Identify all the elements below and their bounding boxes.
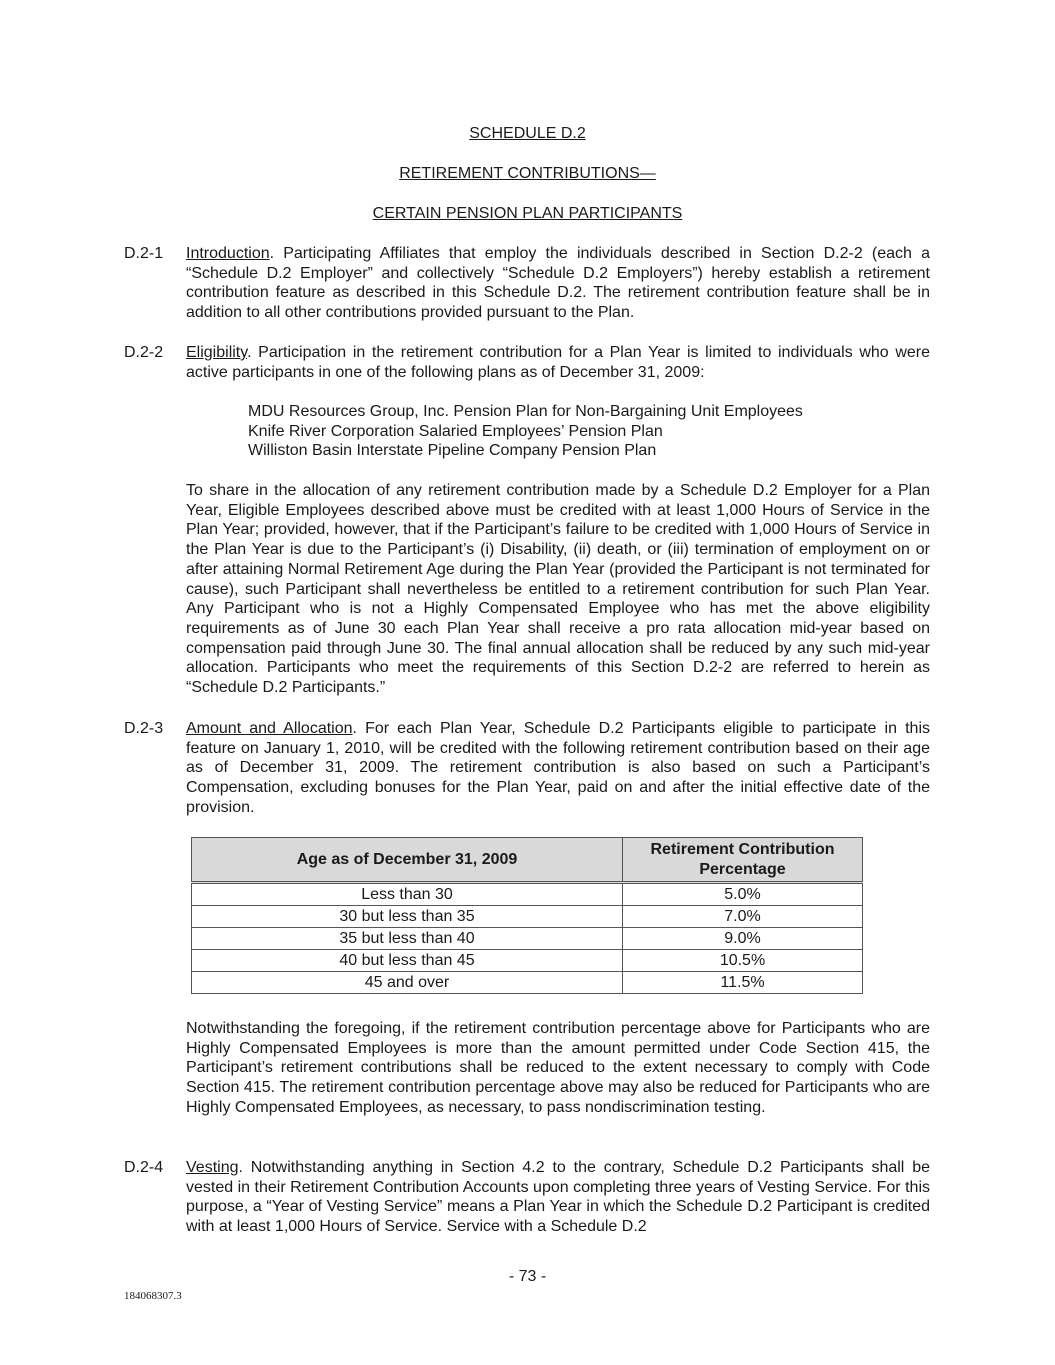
percentage-cell: 7.0% (623, 906, 863, 928)
eligibility-text: . Participation in the retirement contribution for a Plan Year is limited to individuals who were active participants in one of the following plans as of December 31, 2009: (186, 344, 930, 381)
percentage-cell: 10.5% (623, 950, 863, 972)
percentage-cell: 11.5% (623, 972, 863, 994)
table-row (192, 950, 863, 972)
percentage-cell: 9.0% (623, 928, 863, 950)
document-id: 184068307.3 (124, 1290, 182, 1302)
intro-heading: Introduction (186, 245, 270, 262)
plan-list (248, 402, 803, 461)
percentage-cell: 5.0% (623, 883, 863, 906)
section-number-eligibility: D.2-2 (124, 344, 164, 361)
intro-paragraph (186, 244, 930, 323)
table-row (192, 972, 863, 994)
table-row (192, 883, 863, 906)
intro-text: . Participating Affiliates that employ the individuals described in Section D.2-2 (each a “Schedule D.2 Employer” and collectively “Schedule D.2 Employers”) hereby establish a retirement contribution feature as described in this Schedule D.2. The retirement contribution feature shall be in addition to all other contributions provided pursuant to the Plan. (186, 245, 930, 322)
table-row (192, 906, 863, 928)
age-cell: Less than 30 (192, 883, 623, 906)
plan-item: MDU Resources Group, Inc. Pension Plan for Non-Bargaining Unit Employees (248, 403, 803, 420)
table-header-row (192, 838, 863, 883)
age-cell: 40 but less than 45 (192, 950, 623, 972)
contribution-table (191, 837, 863, 994)
vesting-heading: Vesting (186, 1159, 239, 1176)
page-number: - 73 - (508, 1268, 547, 1285)
section-number-intro: D.2-1 (124, 245, 164, 262)
subtitle-heading: CERTAIN PENSION PLAN PARTICIPANTS (372, 205, 683, 222)
plan-item: Williston Basin Interstate Pipeline Company Pension Plan (248, 442, 657, 460)
amount-paragraph-2: Notwithstanding the foregoing, if the retirement contribution percentage above for Participants who are Highly Compensated Employees is more than the amount permitted under Code Section 415, the Participant’s retirement contributions shall be reduced to the extent necessary to comply with Code Section 415. The retirement contribution percentage above may also be reduced for Participants who are Highly Compensated Employees, as necessary, to pass nondiscrimination testing. (186, 1020, 930, 1116)
section-number-vesting: D.2-4 (124, 1159, 164, 1176)
percentage-column-header: Retirement Contribution Percentage (623, 838, 863, 883)
eligibility-paragraph-2: To share in the allocation of any retirement contribution made by a Schedule D.2 Employer for a Plan Year, Eligible Employees described above must be credited with at least 1,000 Hours of Service in the Plan Year; provided, however, that if the Participant’s failure to be credited with 1,000 Hours of Service in the Plan Year is due to the Participant’s (i) Disability, (ii) death, or (iii) termination of employment on or after attaining Normal Retirement Age during the Plan Year (provided the Participant is not terminated for cause), such Participant shall nevertheless be entitled to a retirement contribution for such Plan Year. Any Participant who is not a Highly Compensated Employee who has met the above eligibility requirements as of June 30 each Plan Year shall receive a pro rata allocation mid-year based on compensation paid through June 30. The final annual allocation shall be reduced by any such mid-year allocation. Participants who meet the requirements of this Section D.2-2 are referred to herein as “Schedule D.2 Participants.” (186, 482, 930, 697)
title-heading: RETIREMENT CONTRIBUTIONS— (399, 165, 656, 182)
amount-text: . For each Plan Year, Schedule D.2 Participants eligible to participate in this feature on January 1, 2010, will be credited with the following retirement contribution based on their age as of December 31, 2009. The retirement contribution is also based on such a Participant’s Compensation, excluding bonuses for the Plan Year, paid on and after the initial effective date of the provision. (186, 720, 931, 816)
table-row (192, 928, 863, 950)
section-number-amount: D.2-3 (124, 720, 164, 737)
age-cell: 30 but less than 35 (192, 906, 623, 928)
age-cell: 45 and over (192, 972, 623, 994)
amount-paragraph (186, 719, 930, 818)
amount-heading: Amount and Allocation (186, 720, 353, 737)
eligibility-paragraph (186, 343, 930, 382)
age-cell: 35 but less than 40 (192, 928, 623, 950)
vesting-paragraph (186, 1158, 930, 1237)
vesting-text: . Notwithstanding anything in Section 4.2 to the contrary, Schedule D.2 Participants shall be vested in their Retirement Contribution Accounts upon completing three years of Vesting Service. For this purpose, a “Year of Vesting Service” means a Plan Year in which the Schedule D.2 Participant is credited with at least 1,000 Hours of Service. Service with a Schedule D.2 (186, 1159, 930, 1236)
schedule-heading: SCHEDULE D.2 (469, 125, 586, 142)
plan-item: Knife River Corporation Salaried Employees’ Pension Plan (248, 422, 663, 440)
age-column-header: Age as of December 31, 2009 (192, 838, 623, 883)
eligibility-heading: Eligibility (186, 344, 248, 361)
